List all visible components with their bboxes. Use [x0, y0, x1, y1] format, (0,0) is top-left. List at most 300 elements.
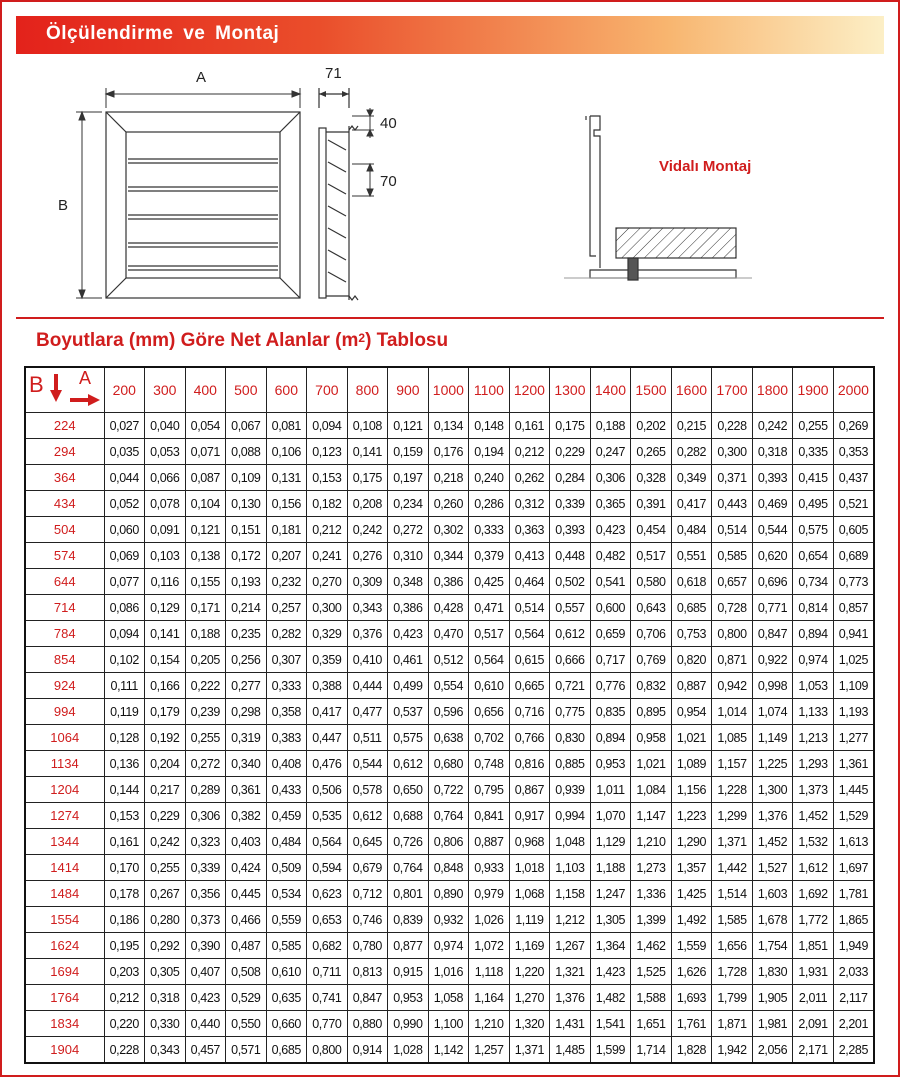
- corner-cell: [25, 367, 104, 413]
- table-cell: 1,981: [752, 1011, 793, 1037]
- table-cell: 0,618: [671, 569, 712, 595]
- table-cell: 0,410: [347, 647, 388, 673]
- table-cell: 0,108: [347, 413, 388, 439]
- table-cell: 1,277: [833, 725, 874, 751]
- table-cell: 1,103: [550, 855, 591, 881]
- table-cell: 1,482: [590, 985, 631, 1011]
- column-header: 400: [185, 367, 226, 413]
- table-cell: 1,147: [631, 803, 672, 829]
- table-cell: 0,260: [428, 491, 469, 517]
- table-cell: 2,091: [793, 1011, 834, 1037]
- table-cell: 1,119: [509, 907, 550, 933]
- table-cell: 0,302: [428, 517, 469, 543]
- column-header: 1200: [509, 367, 550, 413]
- table-cell: 1,053: [793, 673, 834, 699]
- table-cell: 1,142: [428, 1037, 469, 1064]
- table-cell: 0,990: [388, 1011, 429, 1037]
- table-cell: 0,511: [347, 725, 388, 751]
- column-header: 700: [307, 367, 348, 413]
- table-cell: 0,333: [469, 517, 510, 543]
- table-cell: 0,939: [550, 777, 591, 803]
- table-row: [25, 621, 874, 647]
- table-cell: 0,499: [388, 673, 429, 699]
- table-cell: 0,081: [266, 413, 307, 439]
- mount-label: Vidalı Montaj: [659, 158, 752, 175]
- table-cell: 0,376: [347, 621, 388, 647]
- table-cell: 0,894: [590, 725, 631, 751]
- table-cell: 0,612: [388, 751, 429, 777]
- table-cell: 0,239: [185, 699, 226, 725]
- table-cell: 0,212: [307, 517, 348, 543]
- table-row: [25, 1037, 874, 1064]
- table-cell: 0,885: [550, 751, 591, 777]
- table-header-row: [25, 367, 874, 413]
- table-cell: 0,343: [145, 1037, 186, 1064]
- table-cell: 0,941: [833, 621, 874, 647]
- table-cell: 0,780: [347, 933, 388, 959]
- table-cell: 1,492: [671, 907, 712, 933]
- table-cell: 2,056: [752, 1037, 793, 1064]
- table-cell: 0,403: [226, 829, 267, 855]
- table-cell: 0,339: [550, 491, 591, 517]
- table-cell: 1,336: [631, 881, 672, 907]
- table-cell: 0,816: [509, 751, 550, 777]
- table-cell: 0,256: [226, 647, 267, 673]
- table-row: [25, 959, 874, 985]
- table-cell: 0,428: [428, 595, 469, 621]
- table-cell: 0,300: [307, 595, 348, 621]
- table-cell: 0,323: [185, 829, 226, 855]
- table-cell: 1,157: [712, 751, 753, 777]
- table-cell: 0,319: [226, 725, 267, 751]
- table-cell: 0,666: [550, 647, 591, 673]
- table-cell: 0,880: [347, 1011, 388, 1037]
- table-cell: 0,711: [307, 959, 348, 985]
- table-cell: 0,958: [631, 725, 672, 751]
- table-cell: 0,645: [347, 829, 388, 855]
- table-cell: 0,413: [509, 543, 550, 569]
- table-cell: 0,197: [388, 465, 429, 491]
- row-header: 784: [25, 621, 104, 647]
- table-cell: 0,136: [104, 751, 145, 777]
- table-cell: 1,321: [550, 959, 591, 985]
- table-cell: 0,365: [590, 491, 631, 517]
- table-cell: 0,148: [469, 413, 510, 439]
- table-cell: 0,688: [388, 803, 429, 829]
- table-cell: 0,820: [671, 647, 712, 673]
- table-cell: 0,650: [388, 777, 429, 803]
- table-cell: 0,088: [226, 439, 267, 465]
- table-cell: 0,508: [226, 959, 267, 985]
- table-cell: 0,575: [793, 517, 834, 543]
- table-cell: 0,270: [307, 569, 348, 595]
- table-cell: 0,417: [671, 491, 712, 517]
- header-banner: [16, 16, 884, 54]
- table-cell: 1,089: [671, 751, 712, 777]
- table-cell: 0,544: [347, 751, 388, 777]
- table-cell: 0,229: [145, 803, 186, 829]
- table-body: [25, 413, 874, 1064]
- table-cell: 0,541: [590, 569, 631, 595]
- table-cell: 0,521: [833, 491, 874, 517]
- row-header: 1484: [25, 881, 104, 907]
- table-cell: 1,257: [469, 1037, 510, 1064]
- page-title: Ölçülendirme ve Montaj: [46, 23, 280, 44]
- table-cell: 0,557: [550, 595, 591, 621]
- table-cell: 0,344: [428, 543, 469, 569]
- table-cell: 0,353: [833, 439, 874, 465]
- table-cell: 0,689: [833, 543, 874, 569]
- table-cell: 0,379: [469, 543, 510, 569]
- table-cell: 0,748: [469, 751, 510, 777]
- table-cell: 1,376: [752, 803, 793, 829]
- table-cell: 0,373: [185, 907, 226, 933]
- table-cell: 0,166: [145, 673, 186, 699]
- table-cell: 0,220: [104, 1011, 145, 1037]
- table-cell: 0,141: [145, 621, 186, 647]
- table-cell: 0,408: [266, 751, 307, 777]
- table-cell: 0,620: [752, 543, 793, 569]
- table-cell: 0,776: [590, 673, 631, 699]
- table-cell: 2,117: [833, 985, 874, 1011]
- table-cell: 0,310: [388, 543, 429, 569]
- table-cell: 0,207: [266, 543, 307, 569]
- table-cell: 0,502: [550, 569, 591, 595]
- table-cell: 0,696: [752, 569, 793, 595]
- table-cell: 0,289: [185, 777, 226, 803]
- drawings-svg: [16, 60, 884, 310]
- table-cell: 1,651: [631, 1011, 672, 1037]
- table-cell: 0,612: [347, 803, 388, 829]
- table-cell: 0,495: [793, 491, 834, 517]
- table-cell: 0,933: [469, 855, 510, 881]
- column-header: 2000: [833, 367, 874, 413]
- table-cell: 0,154: [145, 647, 186, 673]
- table-cell: 0,119: [104, 699, 145, 725]
- arrow-right-icon: [70, 394, 100, 406]
- table-cell: 0,335: [793, 439, 834, 465]
- side-view-drawing: [319, 88, 358, 300]
- table-cell: 0,857: [833, 595, 874, 621]
- table-cell: 1,425: [671, 881, 712, 907]
- table-cell: 1,541: [590, 1011, 631, 1037]
- row-header: 714: [25, 595, 104, 621]
- table-cell: 1,761: [671, 1011, 712, 1037]
- table-cell: 0,953: [388, 985, 429, 1011]
- table-cell: 1,442: [712, 855, 753, 881]
- row-header: 994: [25, 699, 104, 725]
- table-cell: 0,361: [226, 777, 267, 803]
- row-header: 224: [25, 413, 104, 439]
- table-cell: 0,415: [793, 465, 834, 491]
- table-cell: 0,087: [185, 465, 226, 491]
- table-cell: 0,654: [793, 543, 834, 569]
- table-cell: 1,210: [631, 829, 672, 855]
- table-row: [25, 881, 874, 907]
- table-cell: 0,517: [631, 543, 672, 569]
- table-cell: 0,615: [509, 647, 550, 673]
- column-header: 1500: [631, 367, 672, 413]
- table-row: [25, 777, 874, 803]
- table-cell: 0,801: [388, 881, 429, 907]
- table-cell: 0,917: [509, 803, 550, 829]
- table-row: [25, 725, 874, 751]
- column-header: 1700: [712, 367, 753, 413]
- table-cell: 0,228: [712, 413, 753, 439]
- table-row: [25, 829, 874, 855]
- table-cell: 0,356: [185, 881, 226, 907]
- table-cell: 1,525: [631, 959, 672, 985]
- table-cell: 1,585: [712, 907, 753, 933]
- table-cell: 0,178: [104, 881, 145, 907]
- table-cell: 1,603: [752, 881, 793, 907]
- table-cell: 0,286: [469, 491, 510, 517]
- table-cell: 1,290: [671, 829, 712, 855]
- table-cell: 0,306: [185, 803, 226, 829]
- table-cell: 0,086: [104, 595, 145, 621]
- table-cell: 0,123: [307, 439, 348, 465]
- table-cell: 0,423: [185, 985, 226, 1011]
- table-cell: 0,307: [266, 647, 307, 673]
- table-cell: 0,228: [104, 1037, 145, 1064]
- table-cell: 1,905: [752, 985, 793, 1011]
- table-cell: 0,722: [428, 777, 469, 803]
- table-cell: 0,476: [307, 751, 348, 777]
- table-cell: 0,594: [307, 855, 348, 881]
- table-cell: 0,734: [793, 569, 834, 595]
- table-cell: 0,159: [388, 439, 429, 465]
- table-row: [25, 491, 874, 517]
- section-divider: [16, 317, 884, 319]
- table-cell: 2,171: [793, 1037, 834, 1064]
- table-cell: 0,182: [307, 491, 348, 517]
- table-cell: 1,714: [631, 1037, 672, 1064]
- table-cell: 0,171: [185, 595, 226, 621]
- table-cell: 0,915: [388, 959, 429, 985]
- table-cell: 0,423: [590, 517, 631, 543]
- table-cell: 1,532: [793, 829, 834, 855]
- table-cell: 0,942: [712, 673, 753, 699]
- column-header: 1400: [590, 367, 631, 413]
- table-cell: 1,529: [833, 803, 874, 829]
- table-cell: 0,954: [671, 699, 712, 725]
- table-cell: 1,949: [833, 933, 874, 959]
- table-cell: 0,192: [145, 725, 186, 751]
- table-title-prefix: Boyutlara (mm) Göre Net Alanlar (m: [36, 330, 359, 351]
- table-cell: 1,693: [671, 985, 712, 1011]
- table-cell: 1,357: [671, 855, 712, 881]
- label-a: A: [196, 69, 207, 86]
- table-cell: 0,470: [428, 621, 469, 647]
- table-cell: 1,399: [631, 907, 672, 933]
- table-cell: 0,968: [509, 829, 550, 855]
- table-cell: 1,361: [833, 751, 874, 777]
- table-cell: 0,208: [347, 491, 388, 517]
- row-header: 364: [25, 465, 104, 491]
- table-cell: 1,210: [469, 1011, 510, 1037]
- table-cell: 1,021: [671, 725, 712, 751]
- table-cell: 1,247: [590, 881, 631, 907]
- table-row: [25, 439, 874, 465]
- table-cell: 0,726: [388, 829, 429, 855]
- table-cell: 0,241: [307, 543, 348, 569]
- row-header: 574: [25, 543, 104, 569]
- table-row: [25, 699, 874, 725]
- table-cell: 0,388: [307, 673, 348, 699]
- label-40: 40: [380, 115, 397, 132]
- table-cell: 1,028: [388, 1037, 429, 1064]
- table-cell: 0,832: [631, 673, 672, 699]
- table-cell: 1,169: [509, 933, 550, 959]
- corner-label-b: B: [29, 372, 44, 397]
- table-cell: 0,537: [388, 699, 429, 725]
- dimension-70-line: [352, 164, 374, 196]
- table-cell: 1,373: [793, 777, 834, 803]
- table-cell: 0,186: [104, 907, 145, 933]
- table-row: [25, 543, 874, 569]
- table-cell: 0,775: [550, 699, 591, 725]
- table-cell: 1,656: [712, 933, 753, 959]
- table-cell: 0,484: [671, 517, 712, 543]
- table-cell: 1,697: [833, 855, 874, 881]
- table-cell: 0,425: [469, 569, 510, 595]
- row-header: 504: [25, 517, 104, 543]
- table-cell: 0,371: [712, 465, 753, 491]
- table-cell: 0,466: [226, 907, 267, 933]
- table-cell: 0,202: [631, 413, 672, 439]
- table-cell: 1,300: [752, 777, 793, 803]
- table-cell: 0,564: [509, 621, 550, 647]
- table-cell: 0,242: [145, 829, 186, 855]
- table-cell: 0,512: [428, 647, 469, 673]
- table-cell: 1,011: [590, 777, 631, 803]
- table-cell: 0,272: [185, 751, 226, 777]
- table-cell: 1,109: [833, 673, 874, 699]
- table-cell: 0,109: [226, 465, 267, 491]
- table-cell: 0,764: [428, 803, 469, 829]
- table-cell: 0,106: [266, 439, 307, 465]
- table-cell: 0,340: [226, 751, 267, 777]
- table-cell: 0,176: [428, 439, 469, 465]
- table-cell: 1,084: [631, 777, 672, 803]
- table-cell: 2,201: [833, 1011, 874, 1037]
- table-cell: 1,559: [671, 933, 712, 959]
- table-cell: 0,071: [185, 439, 226, 465]
- dimension-drawings: [16, 60, 884, 310]
- table-cell: 0,138: [185, 543, 226, 569]
- table-cell: 0,443: [712, 491, 753, 517]
- table-row: [25, 933, 874, 959]
- table-cell: 0,339: [185, 855, 226, 881]
- table-cell: 0,349: [671, 465, 712, 491]
- table-cell: 0,623: [307, 881, 348, 907]
- table-cell: 1,158: [550, 881, 591, 907]
- table-cell: 0,333: [266, 673, 307, 699]
- table-row: [25, 751, 874, 777]
- table-cell: 1,588: [631, 985, 672, 1011]
- table-cell: 0,052: [104, 491, 145, 517]
- table-cell: 0,280: [145, 907, 186, 933]
- table-cell: 0,094: [104, 621, 145, 647]
- table-cell: 0,229: [550, 439, 591, 465]
- table-cell: 0,343: [347, 595, 388, 621]
- table-cell: 0,094: [307, 413, 348, 439]
- row-header: 1624: [25, 933, 104, 959]
- table-cell: 0,195: [104, 933, 145, 959]
- table-cell: 0,564: [307, 829, 348, 855]
- table-cell: 0,457: [185, 1037, 226, 1064]
- table-row: [25, 413, 874, 439]
- table-cell: 0,578: [347, 777, 388, 803]
- table-row: [25, 517, 874, 543]
- table-cell: 0,382: [226, 803, 267, 829]
- table-cell: 0,232: [266, 569, 307, 595]
- table-cell: 1,118: [469, 959, 510, 985]
- table-cell: 1,452: [752, 829, 793, 855]
- table-cell: 0,585: [266, 933, 307, 959]
- table-cell: 1,048: [550, 829, 591, 855]
- table-cell: 0,643: [631, 595, 672, 621]
- table-cell: 0,027: [104, 413, 145, 439]
- table-cell: 1,320: [509, 1011, 550, 1037]
- table-cell: 0,267: [145, 881, 186, 907]
- table-cell: 0,155: [185, 569, 226, 595]
- table-cell: 0,217: [145, 777, 186, 803]
- table-cell: 0,544: [752, 517, 793, 543]
- table-cell: 0,887: [469, 829, 510, 855]
- table-cell: 0,091: [145, 517, 186, 543]
- table-cell: 1,692: [793, 881, 834, 907]
- table-cell: 0,329: [307, 621, 348, 647]
- table-cell: 0,461: [388, 647, 429, 673]
- label-depth: 71: [325, 65, 342, 82]
- table-cell: 0,131: [266, 465, 307, 491]
- column-header: 1100: [469, 367, 510, 413]
- row-header: 434: [25, 491, 104, 517]
- table-cell: 0,363: [509, 517, 550, 543]
- table-cell: 0,390: [185, 933, 226, 959]
- table-cell: 0,534: [266, 881, 307, 907]
- table-cell: 0,830: [550, 725, 591, 751]
- column-header: 800: [347, 367, 388, 413]
- table-cell: 0,953: [590, 751, 631, 777]
- table-cell: 1,021: [631, 751, 672, 777]
- table-cell: 0,635: [266, 985, 307, 1011]
- table-cell: 0,172: [226, 543, 267, 569]
- table-cell: 1,431: [550, 1011, 591, 1037]
- table-cell: 0,721: [550, 673, 591, 699]
- table-cell: 1,452: [793, 803, 834, 829]
- table-cell: 0,235: [226, 621, 267, 647]
- table-cell: 1,485: [550, 1037, 591, 1064]
- depth-arrow-right: [342, 91, 349, 97]
- column-header: 1300: [550, 367, 591, 413]
- table-row: [25, 803, 874, 829]
- table-cell: 0,111: [104, 673, 145, 699]
- table-cell: 0,175: [550, 413, 591, 439]
- table-cell: 0,657: [712, 569, 753, 595]
- table-cell: 0,265: [631, 439, 672, 465]
- table-cell: 1,273: [631, 855, 672, 881]
- table-cell: 1,626: [671, 959, 712, 985]
- table-cell: 0,067: [226, 413, 267, 439]
- mounting-detail-drawing: [564, 116, 752, 280]
- table-cell: 0,153: [307, 465, 348, 491]
- table-cell: 1,799: [712, 985, 753, 1011]
- table-cell: 0,104: [185, 491, 226, 517]
- table-cell: 0,218: [428, 465, 469, 491]
- table-cell: 0,653: [307, 907, 348, 933]
